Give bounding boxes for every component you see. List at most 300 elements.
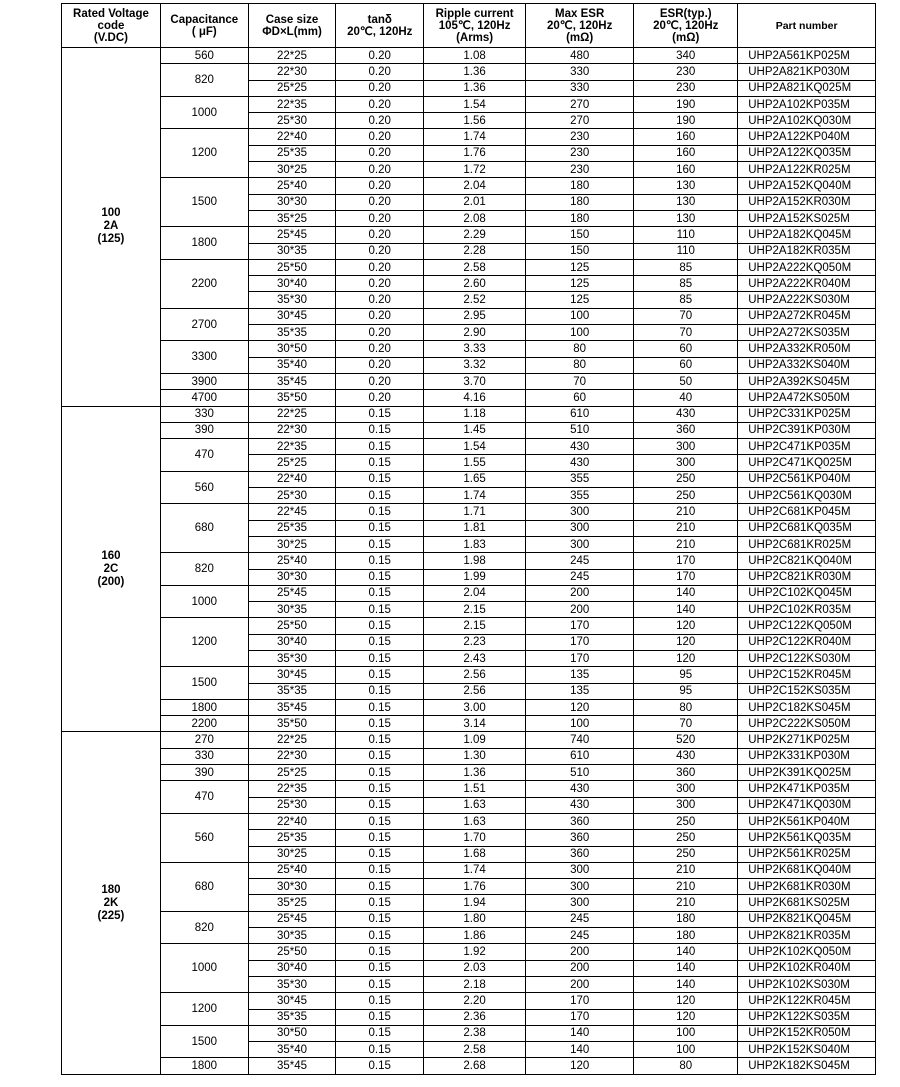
esr-typ-cell: 70 [634, 308, 738, 324]
max-esr-cell: 610 [526, 748, 634, 764]
max-esr-cell: 180 [526, 178, 634, 194]
ripple-current-cell: 2.04 [424, 585, 526, 601]
max-esr-cell: 200 [526, 602, 634, 618]
tan-delta-cell: 0.15 [336, 944, 424, 960]
max-esr-cell: 245 [526, 911, 634, 927]
ripple-current-cell: 1.54 [424, 439, 526, 455]
esr-typ-cell: 100 [634, 1042, 738, 1058]
max-esr-cell: 300 [526, 862, 634, 878]
tan-delta-cell: 0.20 [336, 210, 424, 226]
case-size-cell: 30*30 [248, 569, 336, 585]
ripple-current-cell: 1.70 [424, 830, 526, 846]
table-row [62, 781, 876, 797]
part-number-cell: UHP2K331KP030M [738, 748, 876, 764]
capacitance-cell: 680 [160, 862, 248, 911]
ripple-current-cell: 1.94 [424, 895, 526, 911]
case-size-cell: 25*45 [248, 227, 336, 243]
tan-delta-cell: 0.15 [336, 911, 424, 927]
max-esr-cell: 150 [526, 227, 634, 243]
tan-delta-cell: 0.15 [336, 488, 424, 504]
max-esr-cell: 300 [526, 536, 634, 552]
max-esr-cell: 360 [526, 813, 634, 829]
ripple-current-cell: 1.09 [424, 732, 526, 748]
capacitance-cell: 270 [160, 732, 248, 748]
ripple-current-cell: 1.54 [424, 96, 526, 112]
table-row [62, 862, 876, 878]
tan-delta-cell: 0.15 [336, 1009, 424, 1025]
capacitance-cell: 390 [160, 765, 248, 781]
esr-typ-cell: 210 [634, 862, 738, 878]
max-esr-cell: 510 [526, 422, 634, 438]
esr-typ-cell: 100 [634, 1025, 738, 1041]
header-row [62, 4, 876, 48]
part-number-cell: UHP2C152KS035M [738, 683, 876, 699]
capacitance-cell: 1000 [160, 944, 248, 993]
case-size-cell: 30*35 [248, 928, 336, 944]
ripple-current-cell: 1.36 [424, 64, 526, 80]
max-esr-cell: 300 [526, 504, 634, 520]
max-esr-cell: 150 [526, 243, 634, 259]
tan-delta-cell: 0.15 [336, 634, 424, 650]
part-number-cell: UHP2K561KR025M [738, 846, 876, 862]
part-number-cell: UHP2A272KR045M [738, 308, 876, 324]
esr-typ-cell: 520 [634, 732, 738, 748]
esr-typ-cell: 300 [634, 797, 738, 813]
case-size-cell: 30*45 [248, 667, 336, 683]
case-size-cell: 35*45 [248, 1058, 336, 1074]
tan-delta-cell: 0.15 [336, 618, 424, 634]
case-size-cell: 25*30 [248, 797, 336, 813]
ripple-current-cell: 1.68 [424, 846, 526, 862]
case-size-cell: 35*50 [248, 716, 336, 732]
table-row [62, 96, 876, 112]
case-size-cell: 25*50 [248, 944, 336, 960]
table-row [62, 732, 876, 748]
capacitance-cell: 560 [160, 48, 248, 64]
table-row [62, 504, 876, 520]
tan-delta-cell: 0.20 [336, 48, 424, 64]
ripple-current-cell: 2.04 [424, 178, 526, 194]
ripple-current-cell: 2.15 [424, 602, 526, 618]
tan-delta-cell: 0.20 [336, 162, 424, 178]
case-size-cell: 35*30 [248, 976, 336, 992]
esr-typ-cell: 60 [634, 341, 738, 357]
esr-typ-cell: 140 [634, 585, 738, 601]
table-row [62, 406, 876, 422]
tan-delta-cell: 0.15 [336, 602, 424, 618]
table-row [62, 471, 876, 487]
esr-typ-cell: 130 [634, 194, 738, 210]
esr-typ-cell: 210 [634, 504, 738, 520]
capacitance-cell: 3900 [160, 373, 248, 389]
table-row [62, 765, 876, 781]
esr-typ-cell: 120 [634, 993, 738, 1009]
esr-typ-cell: 180 [634, 928, 738, 944]
part-number-cell: UHP2C391KP030M [738, 422, 876, 438]
case-size-cell: 25*35 [248, 830, 336, 846]
part-number-cell: UHP2C471KQ025M [738, 455, 876, 471]
max-esr-cell: 355 [526, 471, 634, 487]
part-number-cell: UHP2A472KS050M [738, 390, 876, 406]
max-esr-cell: 430 [526, 781, 634, 797]
part-number-cell: UHP2C471KP035M [738, 439, 876, 455]
ripple-current-cell: 1.30 [424, 748, 526, 764]
esr-typ-cell: 140 [634, 960, 738, 976]
esr-typ-cell: 210 [634, 536, 738, 552]
case-size-cell: 25*50 [248, 259, 336, 275]
ripple-current-cell: 1.98 [424, 553, 526, 569]
ripple-current-cell: 1.99 [424, 569, 526, 585]
esr-typ-cell: 120 [634, 1009, 738, 1025]
capacitance-cell: 1200 [160, 993, 248, 1026]
part-number-cell: UHP2K471KP035M [738, 781, 876, 797]
esr-typ-cell: 120 [634, 634, 738, 650]
case-size-cell: 35*25 [248, 210, 336, 226]
max-esr-cell: 300 [526, 879, 634, 895]
case-size-cell: 30*45 [248, 308, 336, 324]
table-row [62, 553, 876, 569]
part-number-cell: UHP2C182KS045M [738, 699, 876, 715]
case-size-cell: 22*25 [248, 406, 336, 422]
esr-typ-cell: 70 [634, 325, 738, 341]
max-esr-cell: 200 [526, 960, 634, 976]
max-esr-cell: 125 [526, 292, 634, 308]
case-size-cell: 35*45 [248, 699, 336, 715]
ripple-current-cell: 1.36 [424, 765, 526, 781]
capacitance-cell: 330 [160, 748, 248, 764]
ripple-current-cell: 1.86 [424, 928, 526, 944]
esr-typ-cell: 180 [634, 911, 738, 927]
ripple-current-cell: 1.76 [424, 879, 526, 895]
table-row [62, 129, 876, 145]
ripple-current-cell: 2.56 [424, 683, 526, 699]
table-row [62, 667, 876, 683]
part-number-cell: UHP2K182KS045M [738, 1058, 876, 1074]
table-row [62, 716, 876, 732]
ripple-current-cell: 2.15 [424, 618, 526, 634]
esr-typ-cell: 140 [634, 602, 738, 618]
max-esr-cell: 140 [526, 1042, 634, 1058]
max-esr-cell: 245 [526, 569, 634, 585]
esr-typ-cell: 170 [634, 553, 738, 569]
tan-delta-cell: 0.20 [336, 178, 424, 194]
case-size-cell: 22*35 [248, 439, 336, 455]
part-number-cell: UHP2K102KS030M [738, 976, 876, 992]
esr-typ-cell: 140 [634, 976, 738, 992]
tan-delta-cell: 0.15 [336, 585, 424, 601]
ripple-current-cell: 1.92 [424, 944, 526, 960]
esr-typ-cell: 430 [634, 748, 738, 764]
max-esr-cell: 135 [526, 667, 634, 683]
part-number-cell: UHP2K561KP040M [738, 813, 876, 829]
ripple-current-cell: 1.45 [424, 422, 526, 438]
esr-typ-cell: 340 [634, 48, 738, 64]
tan-delta-cell: 0.15 [336, 895, 424, 911]
max-esr-cell: 355 [526, 488, 634, 504]
header-capacitance: Capacitance ( μF) [160, 4, 248, 48]
ripple-current-cell: 1.36 [424, 80, 526, 96]
capacitance-cell: 470 [160, 781, 248, 814]
case-size-cell: 25*40 [248, 553, 336, 569]
part-number-cell: UHP2K391KQ025M [738, 765, 876, 781]
esr-typ-cell: 250 [634, 488, 738, 504]
tan-delta-cell: 0.15 [336, 993, 424, 1009]
capacitance-cell: 3300 [160, 341, 248, 374]
part-number-cell: UHP2C331KP025M [738, 406, 876, 422]
table-row [62, 390, 876, 406]
ripple-current-cell: 2.28 [424, 243, 526, 259]
tan-delta-cell: 0.15 [336, 879, 424, 895]
case-size-cell: 35*35 [248, 325, 336, 341]
ripple-current-cell: 1.80 [424, 911, 526, 927]
esr-typ-cell: 120 [634, 650, 738, 666]
max-esr-cell: 100 [526, 325, 634, 341]
max-esr-cell: 120 [526, 699, 634, 715]
esr-typ-cell: 130 [634, 210, 738, 226]
esr-typ-cell: 170 [634, 569, 738, 585]
case-size-cell: 30*45 [248, 993, 336, 1009]
case-size-cell: 25*45 [248, 585, 336, 601]
esr-typ-cell: 360 [634, 422, 738, 438]
esr-typ-cell: 40 [634, 390, 738, 406]
case-size-cell: 25*25 [248, 80, 336, 96]
ripple-current-cell: 2.03 [424, 960, 526, 976]
case-size-cell: 25*35 [248, 145, 336, 161]
table-row [62, 439, 876, 455]
max-esr-cell: 510 [526, 765, 634, 781]
ripple-current-cell: 1.74 [424, 129, 526, 145]
tan-delta-cell: 0.15 [336, 748, 424, 764]
capacitance-cell: 1000 [160, 96, 248, 129]
tan-delta-cell: 0.15 [336, 504, 424, 520]
tan-delta-cell: 0.15 [336, 781, 424, 797]
tan-delta-cell: 0.15 [336, 553, 424, 569]
tan-delta-cell: 0.20 [336, 194, 424, 210]
max-esr-cell: 135 [526, 683, 634, 699]
case-size-cell: 22*40 [248, 813, 336, 829]
part-number-cell: UHP2A332KS040M [738, 357, 876, 373]
spec-table [61, 3, 876, 1075]
capacitance-cell: 820 [160, 911, 248, 944]
tan-delta-cell: 0.20 [336, 276, 424, 292]
ripple-current-cell: 1.55 [424, 455, 526, 471]
tan-delta-cell: 0.15 [336, 520, 424, 536]
ripple-current-cell: 4.16 [424, 390, 526, 406]
tan-delta-cell: 0.15 [336, 862, 424, 878]
case-size-cell: 35*40 [248, 357, 336, 373]
ripple-current-cell: 1.76 [424, 145, 526, 161]
max-esr-cell: 330 [526, 64, 634, 80]
capacitance-cell: 2200 [160, 259, 248, 308]
table-row [62, 422, 876, 438]
max-esr-cell: 270 [526, 113, 634, 129]
max-esr-cell: 125 [526, 259, 634, 275]
ripple-current-cell: 3.33 [424, 341, 526, 357]
esr-typ-cell: 120 [634, 618, 738, 634]
esr-typ-cell: 190 [634, 113, 738, 129]
header-case-size: Case size ΦD×L(mm) [248, 4, 336, 48]
part-number-cell: UHP2K102KR040M [738, 960, 876, 976]
capacitance-cell: 1500 [160, 667, 248, 700]
case-size-cell: 25*40 [248, 862, 336, 878]
ripple-current-cell: 1.74 [424, 862, 526, 878]
case-size-cell: 25*25 [248, 765, 336, 781]
tan-delta-cell: 0.20 [336, 357, 424, 373]
max-esr-cell: 230 [526, 129, 634, 145]
esr-typ-cell: 70 [634, 716, 738, 732]
tan-delta-cell: 0.15 [336, 1025, 424, 1041]
part-number-cell: UHP2C122KR040M [738, 634, 876, 650]
part-number-cell: UHP2C821KQ040M [738, 553, 876, 569]
part-number-cell: UHP2A392KS045M [738, 373, 876, 389]
tan-delta-cell: 0.20 [336, 259, 424, 275]
ripple-current-cell: 1.74 [424, 488, 526, 504]
esr-typ-cell: 300 [634, 781, 738, 797]
part-number-cell: UHP2K471KQ030M [738, 797, 876, 813]
header-voltage: Rated Voltage code (V.DC) [62, 4, 161, 48]
max-esr-cell: 120 [526, 1058, 634, 1074]
esr-typ-cell: 160 [634, 162, 738, 178]
part-number-cell: UHP2A102KP035M [738, 96, 876, 112]
part-number-cell: UHP2A332KR050M [738, 341, 876, 357]
ripple-current-cell: 2.18 [424, 976, 526, 992]
max-esr-cell: 230 [526, 162, 634, 178]
table-row [62, 944, 876, 960]
capacitance-cell: 1500 [160, 178, 248, 227]
max-esr-cell: 170 [526, 634, 634, 650]
tan-delta-cell: 0.15 [336, 667, 424, 683]
max-esr-cell: 430 [526, 439, 634, 455]
part-number-cell: UHP2A222KQ050M [738, 259, 876, 275]
part-number-cell: UHP2A122KR025M [738, 162, 876, 178]
case-size-cell: 30*40 [248, 634, 336, 650]
ripple-current-cell: 1.51 [424, 781, 526, 797]
part-number-cell: UHP2A821KP030M [738, 64, 876, 80]
esr-typ-cell: 160 [634, 145, 738, 161]
capacitance-cell: 2700 [160, 308, 248, 341]
table-row [62, 618, 876, 634]
part-number-cell: UHP2C102KQ045M [738, 585, 876, 601]
part-number-cell: UHP2K102KQ050M [738, 944, 876, 960]
max-esr-cell: 70 [526, 373, 634, 389]
voltage-code-cell: 180 2K (225) [62, 732, 161, 1074]
max-esr-cell: 230 [526, 145, 634, 161]
case-size-cell: 35*35 [248, 683, 336, 699]
case-size-cell: 22*35 [248, 96, 336, 112]
tan-delta-cell: 0.20 [336, 243, 424, 259]
part-number-cell: UHP2C122KQ050M [738, 618, 876, 634]
part-number-cell: UHP2A222KS030M [738, 292, 876, 308]
ripple-current-cell: 2.29 [424, 227, 526, 243]
tan-delta-cell: 0.15 [336, 683, 424, 699]
tan-delta-cell: 0.20 [336, 308, 424, 324]
case-size-cell: 30*25 [248, 846, 336, 862]
case-size-cell: 25*35 [248, 520, 336, 536]
part-number-cell: UHP2A561KP025M [738, 48, 876, 64]
tan-delta-cell: 0.15 [336, 960, 424, 976]
case-size-cell: 22*45 [248, 504, 336, 520]
capacitance-cell: 1800 [160, 699, 248, 715]
capacitance-cell: 820 [160, 64, 248, 97]
esr-typ-cell: 85 [634, 276, 738, 292]
capacitance-cell: 1200 [160, 618, 248, 667]
part-number-cell: UHP2A152KQ040M [738, 178, 876, 194]
table-row [62, 373, 876, 389]
max-esr-cell: 100 [526, 716, 634, 732]
tan-delta-cell: 0.15 [336, 439, 424, 455]
ripple-current-cell: 2.52 [424, 292, 526, 308]
table-row [62, 1025, 876, 1041]
tan-delta-cell: 0.15 [336, 422, 424, 438]
table-row [62, 308, 876, 324]
case-size-cell: 30*25 [248, 162, 336, 178]
max-esr-cell: 170 [526, 618, 634, 634]
ripple-current-cell: 2.38 [424, 1025, 526, 1041]
capacitance-cell: 1000 [160, 585, 248, 618]
ripple-current-cell: 2.90 [424, 325, 526, 341]
max-esr-cell: 80 [526, 357, 634, 373]
part-number-cell: UHP2K122KS035M [738, 1009, 876, 1025]
esr-typ-cell: 230 [634, 64, 738, 80]
part-number-cell: UHP2C681KP045M [738, 504, 876, 520]
part-number-cell: UHP2K271KP025M [738, 732, 876, 748]
tan-delta-cell: 0.20 [336, 325, 424, 341]
case-size-cell: 30*40 [248, 960, 336, 976]
tan-delta-cell: 0.15 [336, 732, 424, 748]
ripple-current-cell: 1.83 [424, 536, 526, 552]
esr-typ-cell: 80 [634, 699, 738, 715]
tan-delta-cell: 0.20 [336, 227, 424, 243]
case-size-cell: 35*30 [248, 292, 336, 308]
esr-typ-cell: 430 [634, 406, 738, 422]
max-esr-cell: 140 [526, 1025, 634, 1041]
max-esr-cell: 740 [526, 732, 634, 748]
part-number-cell: UHP2C561KQ030M [738, 488, 876, 504]
table-row [62, 178, 876, 194]
table-row [62, 341, 876, 357]
capacitance-cell: 1800 [160, 227, 248, 260]
capacitance-cell: 4700 [160, 390, 248, 406]
tan-delta-cell: 0.15 [336, 716, 424, 732]
part-number-cell: UHP2A182KR035M [738, 243, 876, 259]
ripple-current-cell: 2.01 [424, 194, 526, 210]
case-size-cell: 25*40 [248, 178, 336, 194]
max-esr-cell: 200 [526, 976, 634, 992]
ripple-current-cell: 1.63 [424, 797, 526, 813]
max-esr-cell: 610 [526, 406, 634, 422]
esr-typ-cell: 80 [634, 1058, 738, 1074]
capacitance-cell: 330 [160, 406, 248, 422]
header-max-esr: Max ESR 20℃, 120Hz (mΩ) [526, 4, 634, 48]
case-size-cell: 35*35 [248, 1009, 336, 1025]
part-number-cell: UHP2A122KP040M [738, 129, 876, 145]
ripple-current-cell: 2.68 [424, 1058, 526, 1074]
ripple-current-cell: 2.08 [424, 210, 526, 226]
tan-delta-cell: 0.15 [336, 797, 424, 813]
esr-typ-cell: 210 [634, 879, 738, 895]
part-number-cell: UHP2C681KR025M [738, 536, 876, 552]
tan-delta-cell: 0.15 [336, 650, 424, 666]
tan-delta-cell: 0.20 [336, 96, 424, 112]
capacitance-cell: 820 [160, 553, 248, 586]
part-number-cell: UHP2K152KR050M [738, 1025, 876, 1041]
case-size-cell: 22*25 [248, 732, 336, 748]
capacitance-cell: 560 [160, 471, 248, 504]
tan-delta-cell: 0.15 [336, 813, 424, 829]
case-size-cell: 22*30 [248, 748, 336, 764]
esr-typ-cell: 95 [634, 683, 738, 699]
esr-typ-cell: 230 [634, 80, 738, 96]
